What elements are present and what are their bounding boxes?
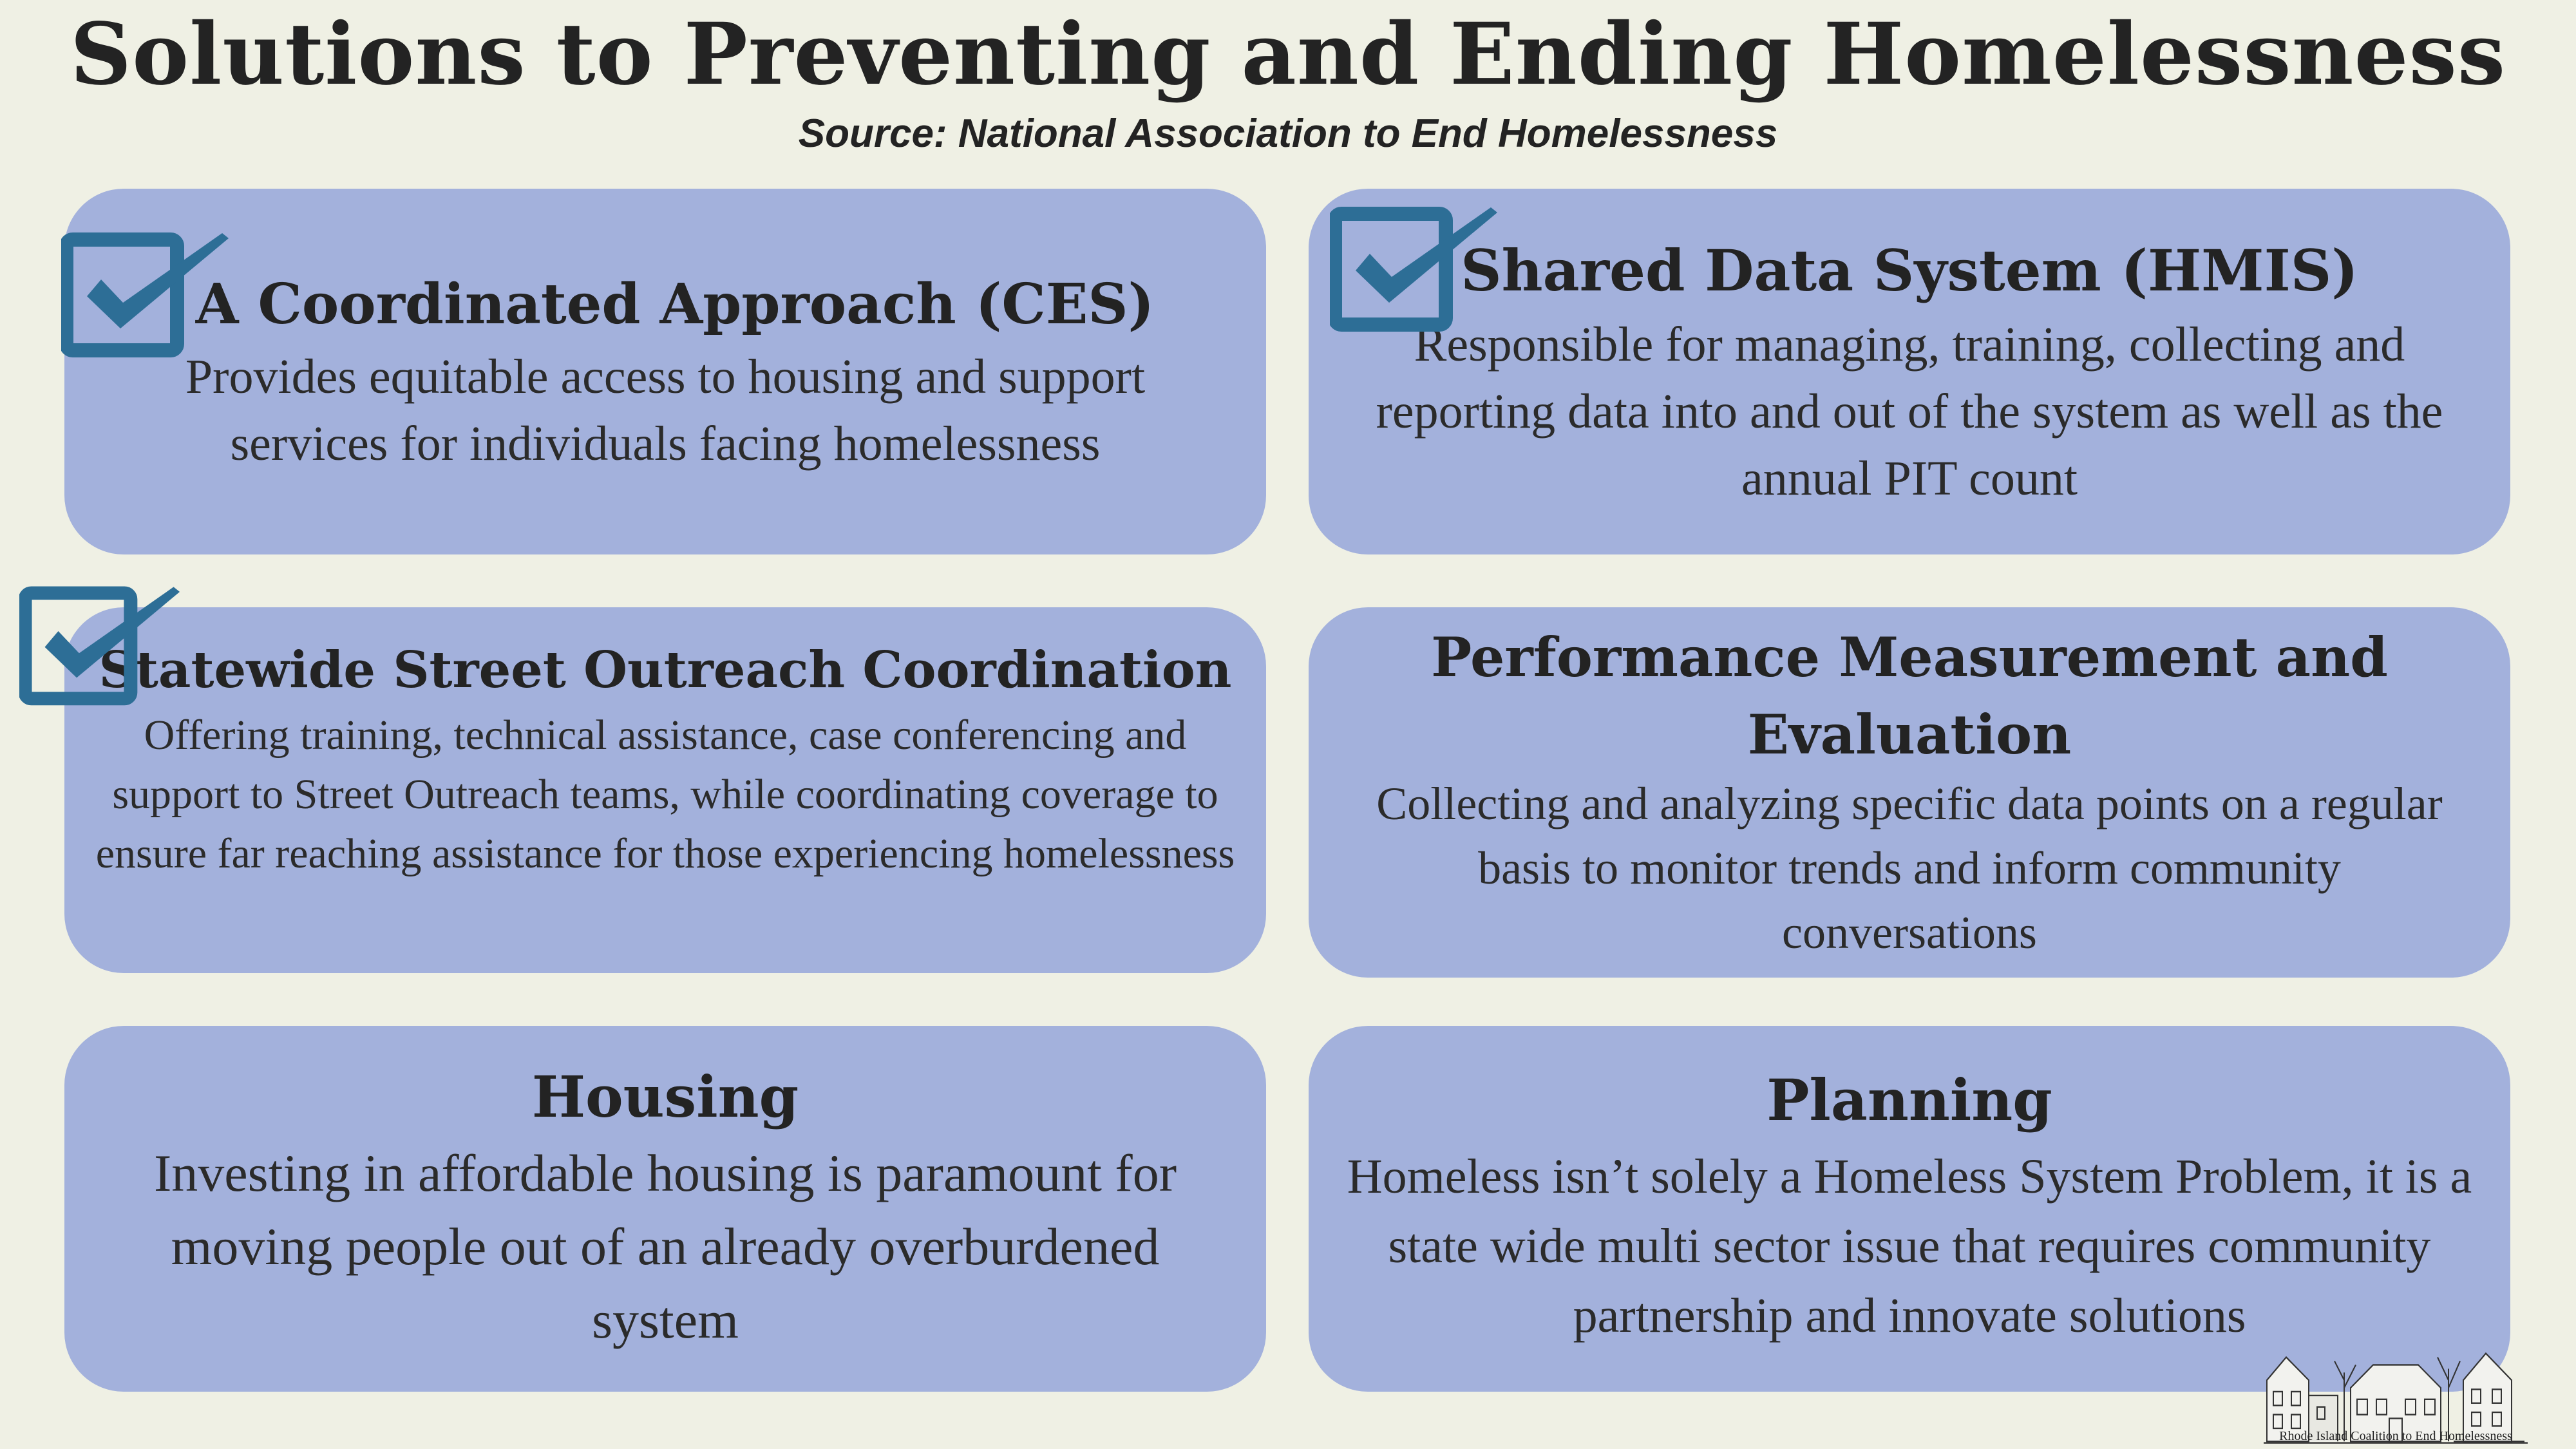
checkmark-icon xyxy=(19,580,187,708)
card-description: Investing in affordable housing is paramount for moving people out of an already overburdened system xyxy=(153,1144,1177,1349)
card-description: Offering training, technical assistance, case conferencing and support to Street Outreach teams, while coordinating coverage to ensure far reaching assistance for those experiencing homelessness xyxy=(95,712,1235,877)
card-coordinated-approach xyxy=(64,189,1266,554)
checkmark-icon xyxy=(61,225,235,361)
page-title: Solutions to Preventing and Ending Homelessness xyxy=(70,5,2506,104)
card-title-line-1: Performance Measurement and xyxy=(1431,625,2388,689)
card-title: Housing xyxy=(531,1063,799,1130)
card-title: Shared Data System (HMIS) xyxy=(1461,237,2358,304)
card-description: Provides equitable access to housing and support services for individuals facing homelessness xyxy=(185,350,1146,471)
card-description: Responsible for managing, training, collecting and reporting data into and out of the system as well as the annual PIT count xyxy=(1376,317,2443,506)
source-citation: Source: National Association to End Homelessness xyxy=(798,111,1778,156)
card-performance-measurement xyxy=(1309,607,2510,978)
card-title: A Coordinated Approach (CES) xyxy=(195,272,1155,337)
card-title: Statewide Street Outreach Coordination xyxy=(99,641,1232,699)
card-title: Planning xyxy=(1766,1066,2052,1133)
card-description: Collecting and analyzing specific data points on a regular basis to monitor trends and inform community conversations xyxy=(1376,778,2443,958)
card-title-line-2: Evaluation xyxy=(1747,703,2072,766)
card-street-outreach xyxy=(64,607,1266,973)
logo-caption: Rhode Island Coalition to End Homelessness xyxy=(2279,1429,2512,1443)
card-housing xyxy=(64,1026,1266,1392)
card-description: Homeless isn’t solely a Homeless System Problem, it is a state wide multi sector issue that requires community partnership and innovate solutions xyxy=(1347,1150,2472,1343)
checkmark-icon xyxy=(1330,200,1504,335)
